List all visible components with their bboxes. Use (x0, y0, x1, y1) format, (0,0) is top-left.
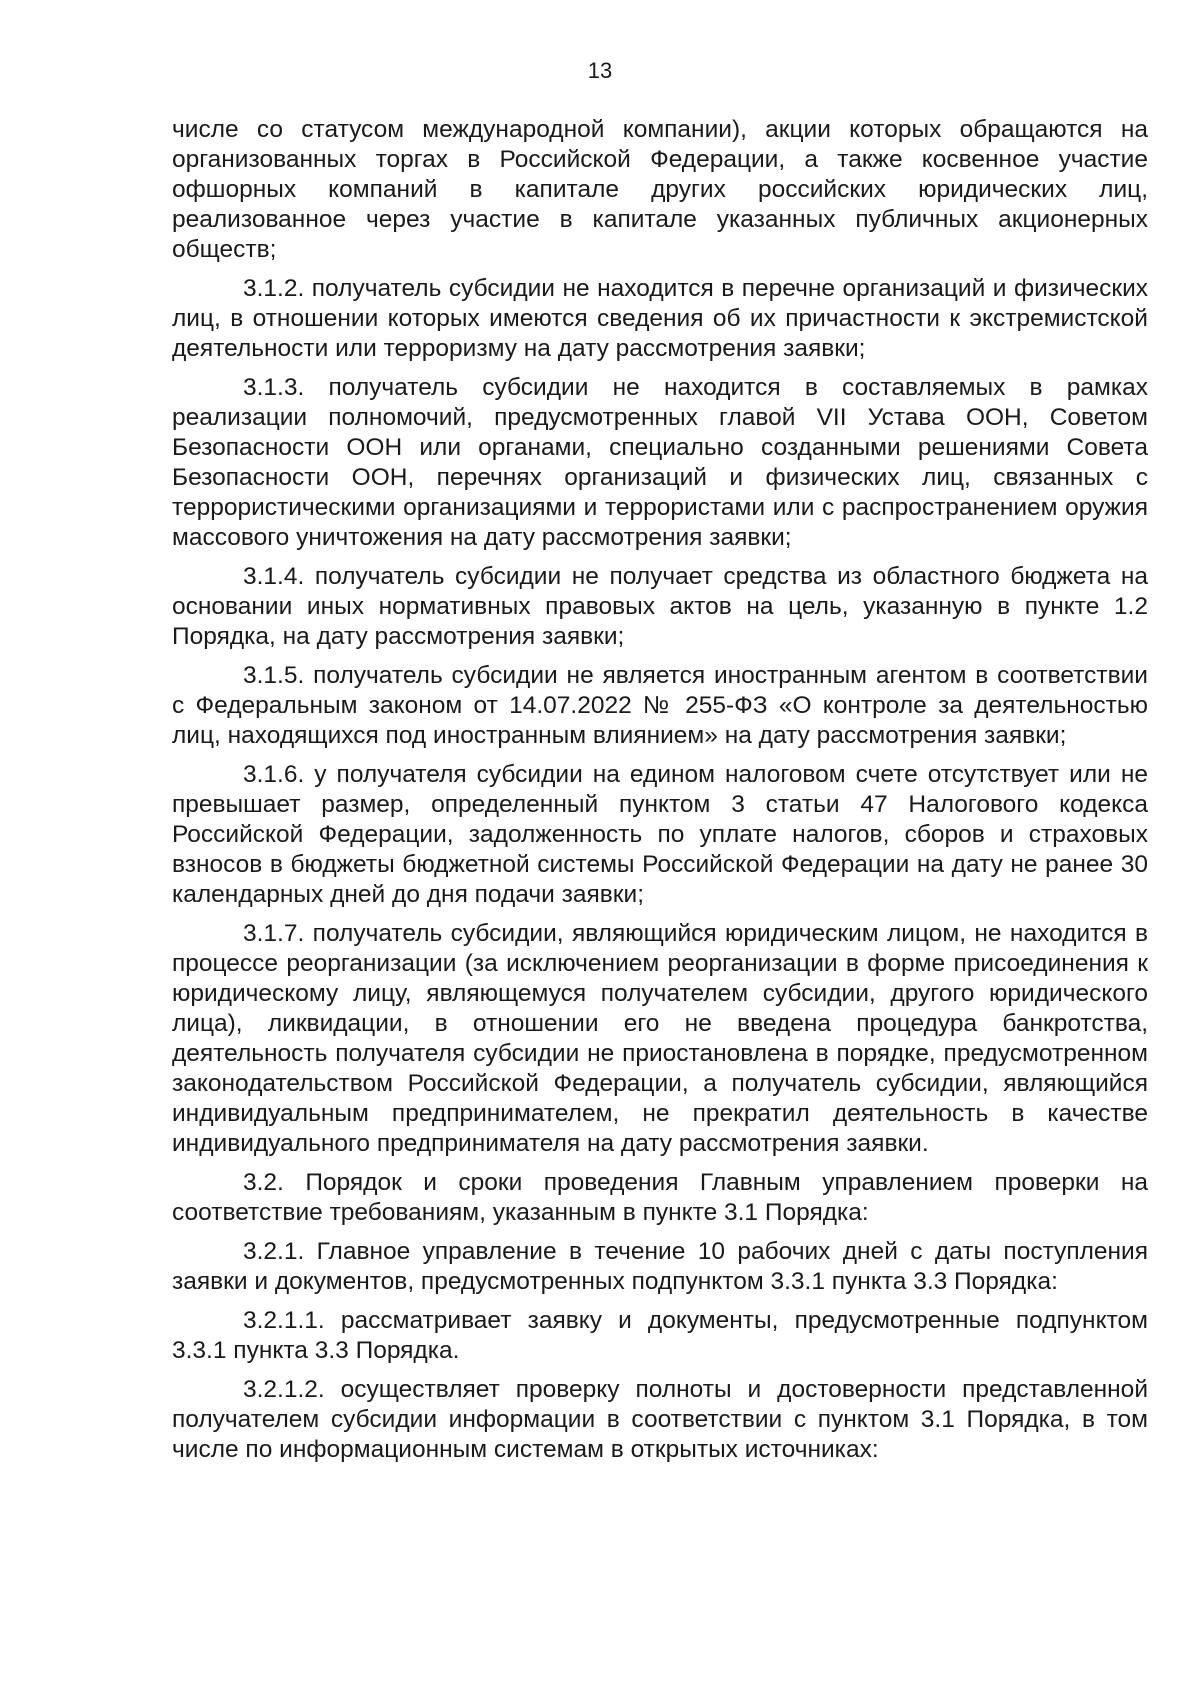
paragraph: 3.1.5. получатель субсидии не является иностранным агентом в соответствии с Федеральным законом от 14.07.2022 № 255-ФЗ «О контроле за деятельностью лиц, находящихся под иностранным влиянием» на дату рассмотрения заявки; (172, 662, 1148, 749)
paragraph: 3.2. Порядок и сроки проведения Главным управлением проверки на соответствие требованиям, указанным в пункте 3.1 Порядка: (172, 1169, 1148, 1226)
paragraph: 3.2.1. Главное управление в течение 10 рабочих дней с даты поступления заявки и документов, предусмотренных подпунктом 3.3.1 пункта 3.3 Порядка: (172, 1238, 1148, 1295)
paragraph: 3.2.1.1. рассматривает заявку и документы, предусмотренные подпунктом 3.3.1 пункта 3.3 Порядка. (172, 1307, 1148, 1364)
paragraph: числе со статусом международной компании), акции которых обращаются на организованных торгах в Российской Федерации, а также косвенное участие офшорных компаний в капитале других российских юридических лиц, реализованное через участие в капитале указанных публичных акционерных обществ; (172, 116, 1148, 263)
paragraph: 3.1.7. получатель субсидии, являющийся юридическим лицом, не находится в процессе реорганизации (за исключением реорганизации в форме присоединения к юридическому лицу, являющемуся получателем субсидии, другого юридического лица), ликвидации, в отношении его не введена процедура банкротства, деятельность получателя субсидии не приостановлена в порядке, предусмотренном законодательством Российской Федерации, а получатель субсидии, являющийся индивидуальным предпринимателем, не прекратил деятельность в качестве индивидуального предпринимателя на дату рассмотрения заявки. (172, 920, 1148, 1157)
paragraph: 3.1.6. у получателя субсидии на едином налоговом счете отсутствует или не превышает размер, определенный пунктом 3 статьи 47 Налогового кодекса Российской Федерации, задолженность по уплате налогов, сборов и страховых взносов в бюджеты бюджетной системы Российской Федерации на дату не ранее 30 календарных дней до дня подачи заявки; (172, 761, 1148, 908)
paragraph: 3.1.2. получатель субсидии не находится в перечне организаций и физических лиц, в отношении которых имеются сведения об их причастности к экстремистской деятельности или терроризму на дату рассмотрения заявки; (172, 275, 1148, 362)
document-body (172, 115, 1148, 1474)
paragraph: 3.1.3. получатель субсидии не находится в составляемых в рамках реализации полномочий, предусмотренных главой VII Устава ООН, Советом Безопасности ООН или органами, специально созданными решениями Совета Безопасности ООН, перечнях организаций и физических лиц, связанных с террористическими организациями и террористами или с распространением оружия массового уничтожения на дату рассмотрения заявки; (172, 374, 1148, 551)
page-number: 13 (587, 58, 613, 83)
paragraph: 3.2.1.2. осуществляет проверку полноты и достоверности представленной получателем субсидии информации в соответствии с пунктом 3.1 Порядка, в том числе по информационным системам в открытых источниках: (172, 1376, 1148, 1463)
paragraph: 3.1.4. получатель субсидии не получает средства из областного бюджета на основании иных нормативных правовых актов на цель, указанную в пункте 1.2 Порядка, на дату рассмотрения заявки; (172, 563, 1148, 650)
